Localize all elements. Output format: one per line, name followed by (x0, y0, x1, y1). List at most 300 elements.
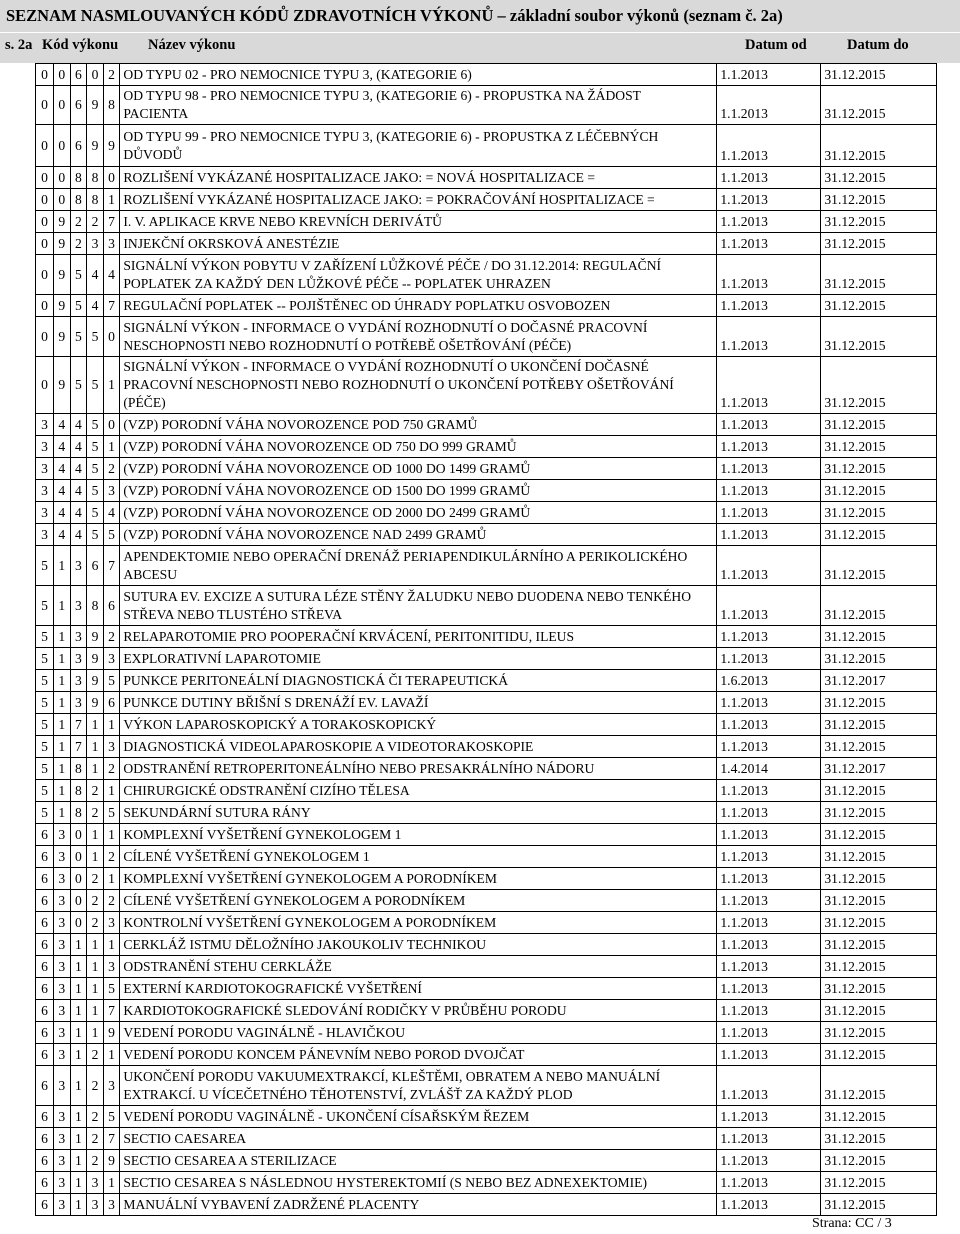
table-row (36, 626, 937, 648)
code-digit-cell: 1 (54, 736, 71, 758)
procedure-name: ODSTRANĚNÍ STEHU CERKLÁŽE (123, 958, 332, 974)
code-digit-cell: 6 (36, 912, 54, 934)
code-digit-cell: 9 (87, 648, 104, 670)
code-digit-cell: 1 (70, 1106, 87, 1128)
code-digit-cell: 1 (70, 1066, 87, 1106)
procedure-name: ROZLIŠENÍ VYKÁZANÉ HOSPITALIZACE JAKO: = POKRAČOVÁNÍ HOSPITALIZACE = (123, 191, 655, 207)
table-row (36, 233, 937, 255)
procedure-name: KOMPLEXNÍ VYŠETŘENÍ GYNEKOLOGEM A PORODNÍKEM (123, 870, 497, 886)
code-digit-cell: 1 (103, 1044, 120, 1066)
code-digit-cell: 0 (36, 125, 54, 167)
code-digit-cell: 3 (36, 502, 54, 524)
code-digit-cell: 0 (54, 125, 71, 167)
procedure-name-cell (120, 780, 717, 802)
code-digit-cell: 3 (54, 1172, 71, 1194)
code-digit-cell: 8 (70, 189, 87, 211)
date-from-cell: 1.1.2013 (717, 295, 821, 317)
column-header-list: s. 2a (5, 37, 33, 53)
table-row (36, 780, 937, 802)
code-digit-cell: 8 (87, 189, 104, 211)
code-digit-cell: 7 (103, 1128, 120, 1150)
procedure-name: MANUÁLNÍ VYBAVENÍ ZADRŽENÉ PLACENTY (123, 1196, 420, 1212)
table-row (36, 125, 937, 167)
date-to-cell: 31.12.2015 (821, 714, 937, 736)
column-header-to: Datum do (847, 37, 909, 53)
procedure-name-cell (120, 692, 717, 714)
code-digit-cell: 1 (103, 189, 120, 211)
code-digit-cell: 7 (70, 714, 87, 736)
procedure-name: RELAPAROTOMIE PRO POOPERAČNÍ KRVÁCENÍ, PERITONITIDU, ILEUS (123, 628, 575, 644)
table-row (36, 714, 937, 736)
procedure-name-cell (120, 436, 717, 458)
code-digit-cell: 9 (103, 1150, 120, 1172)
table-row (36, 524, 937, 546)
date-to-cell: 31.12.2015 (821, 912, 937, 934)
code-digit-cell: 0 (70, 824, 87, 846)
code-digit-cell: 6 (36, 1128, 54, 1150)
date-from-cell: 1.1.2013 (717, 502, 821, 524)
code-digit-cell: 0 (36, 233, 54, 255)
code-digit-cell: 0 (70, 868, 87, 890)
code-digit-cell: 9 (87, 626, 104, 648)
procedure-name: SUTURA EV. EXCIZE A SUTURA LÉZE STĚNY ŽALUDKU NEBO DUODENA NEBO TENKÉHO STŘEVA NEBO TLUSTÉHO STŘEVA (123, 588, 692, 622)
code-digit-cell: 1 (87, 758, 104, 780)
procedure-name-cell (120, 868, 717, 890)
procedure-name-cell (120, 1066, 717, 1106)
code-digit-cell: 1 (103, 714, 120, 736)
date-from-cell: 1.1.2013 (717, 524, 821, 546)
code-digit-cell: 4 (70, 502, 87, 524)
code-digit-cell: 9 (54, 233, 71, 255)
date-to-cell: 31.12.2015 (821, 1022, 937, 1044)
procedure-name: VEDENÍ PORODU VAGINÁLNĚ - UKONČENÍ CÍSAŘSKÝM ŘEZEM (123, 1108, 530, 1124)
code-digit-cell: 5 (87, 524, 104, 546)
table-row (36, 1066, 937, 1106)
code-digit-cell: 0 (36, 189, 54, 211)
column-header-name: Název výkonu (148, 37, 236, 53)
procedure-name: KOMPLEXNÍ VYŠETŘENÍ GYNEKOLOGEM 1 (123, 826, 402, 842)
code-digit-cell: 3 (36, 480, 54, 502)
date-to-cell: 31.12.2015 (821, 1150, 937, 1172)
date-to-cell: 31.12.2015 (821, 480, 937, 502)
procedure-name: VEDENÍ PORODU KONCEM PÁNEVNÍM NEBO POROD DVOJČAT (123, 1046, 525, 1062)
date-from-cell: 1.1.2013 (717, 978, 821, 1000)
code-digit-cell: 9 (54, 295, 71, 317)
code-digit-cell: 3 (87, 1194, 104, 1216)
date-to-cell: 31.12.2015 (821, 189, 937, 211)
code-digit-cell: 3 (36, 458, 54, 480)
code-digit-cell: 3 (103, 233, 120, 255)
date-to-cell: 31.12.2015 (821, 890, 937, 912)
date-to-cell: 31.12.2015 (821, 414, 937, 436)
code-digit-cell: 0 (103, 414, 120, 436)
code-digit-cell: 5 (36, 780, 54, 802)
procedure-name: OD TYPU 98 - PRO NEMOCNICE TYPU 3, (KATEGORIE 6) - PROPUSTKA NA ŽÁDOST PACIENTA (123, 88, 641, 121)
procedure-name-cell (120, 586, 717, 626)
code-digit-cell: 0 (70, 890, 87, 912)
code-digit-cell: 1 (103, 1172, 120, 1194)
code-digit-cell: 9 (87, 86, 104, 125)
table-row (36, 934, 937, 956)
code-digit-cell: 5 (36, 648, 54, 670)
date-to-cell: 31.12.2015 (821, 586, 937, 626)
code-digit-cell: 2 (87, 802, 104, 824)
table-row (36, 1106, 937, 1128)
procedure-name-cell (120, 64, 717, 86)
code-digit-cell: 6 (36, 868, 54, 890)
code-digit-cell: 9 (54, 255, 71, 295)
code-digit-cell: 4 (87, 255, 104, 295)
code-digit-cell: 4 (70, 524, 87, 546)
code-digit-cell: 1 (54, 586, 71, 626)
date-from-cell: 1.1.2013 (717, 480, 821, 502)
code-digit-cell: 5 (87, 436, 104, 458)
code-digit-cell: 1 (70, 1150, 87, 1172)
code-digit-cell: 6 (36, 1150, 54, 1172)
procedure-name-cell (120, 502, 717, 524)
procedure-name-cell (120, 670, 717, 692)
code-digit-cell: 3 (70, 626, 87, 648)
code-digit-cell: 6 (36, 1106, 54, 1128)
date-from-cell: 1.1.2013 (717, 626, 821, 648)
table-row (36, 317, 937, 357)
code-digit-cell: 0 (36, 255, 54, 295)
date-to-cell: 31.12.2015 (821, 255, 937, 295)
code-digit-cell: 4 (103, 255, 120, 295)
code-digit-cell: 5 (36, 670, 54, 692)
page-number: Strana: CC / 3 (812, 1216, 892, 1231)
code-digit-cell: 1 (70, 1000, 87, 1022)
code-digit-cell: 3 (36, 436, 54, 458)
procedure-name: ROZLIŠENÍ VYKÁZANÉ HOSPITALIZACE JAKO: = NOVÁ HOSPITALIZACE = (123, 169, 596, 185)
code-digit-cell: 5 (87, 357, 104, 414)
procedure-name: OD TYPU 99 - PRO NEMOCNICE TYPU 3, (KATEGORIE 6) - PROPUSTKA Z LÉČEBNÝCH DŮVODŮ (123, 128, 659, 162)
date-from-cell: 1.1.2013 (717, 414, 821, 436)
code-digit-cell: 1 (103, 868, 120, 890)
date-to-cell: 31.12.2015 (821, 1000, 937, 1022)
code-digit-cell: 1 (87, 736, 104, 758)
date-from-cell: 1.1.2013 (717, 780, 821, 802)
code-digit-cell: 0 (87, 64, 104, 86)
procedure-name-cell (120, 714, 717, 736)
code-digit-cell: 2 (87, 1044, 104, 1066)
date-from-cell: 1.1.2013 (717, 846, 821, 868)
code-digit-cell: 2 (87, 211, 104, 233)
date-from-cell: 1.1.2013 (717, 890, 821, 912)
date-to-cell: 31.12.2015 (821, 233, 937, 255)
code-digit-cell: 3 (103, 648, 120, 670)
code-digit-cell: 3 (54, 1128, 71, 1150)
code-digit-cell: 0 (54, 86, 71, 125)
date-from-cell: 1.1.2013 (717, 714, 821, 736)
code-digit-cell: 2 (103, 846, 120, 868)
procedure-name: UKONČENÍ PORODU VAKUUMEXTRAKCÍ, KLEŠTĚMI, OBRATEM A NEBO MANUÁLNÍ EXTRAKCÍ. U VÍCEČETNÉHO TĚHOTENSTVÍ, ZVLÁŠŤ ZA KAŽDÝ PLOD (123, 1068, 661, 1102)
code-digit-cell: 3 (54, 1106, 71, 1128)
table-row (36, 86, 937, 125)
procedure-name-cell (120, 211, 717, 233)
table-row (36, 436, 937, 458)
code-digit-cell: 1 (87, 1022, 104, 1044)
code-digit-cell: 7 (103, 1000, 120, 1022)
code-digit-cell: 4 (103, 502, 120, 524)
code-digit-cell: 3 (54, 934, 71, 956)
code-digit-cell: 4 (87, 295, 104, 317)
code-digit-cell: 3 (103, 956, 120, 978)
procedure-name: VEDENÍ PORODU VAGINÁLNĚ - HLAVIČKOU (123, 1024, 406, 1040)
code-digit-cell: 9 (54, 211, 71, 233)
procedure-table (35, 63, 937, 1216)
code-digit-cell: 4 (54, 480, 71, 502)
code-digit-cell: 3 (103, 480, 120, 502)
table-row (36, 956, 937, 978)
date-to-cell: 31.12.2015 (821, 458, 937, 480)
procedure-name-cell (120, 167, 717, 189)
date-from-cell: 1.1.2013 (717, 1106, 821, 1128)
date-from-cell: 1.1.2013 (717, 125, 821, 167)
code-digit-cell: 2 (103, 758, 120, 780)
table-row (36, 868, 937, 890)
code-digit-cell: 3 (54, 1000, 71, 1022)
code-digit-cell: 6 (36, 1022, 54, 1044)
code-digit-cell: 1 (87, 824, 104, 846)
code-digit-cell: 2 (87, 1106, 104, 1128)
procedure-name-cell (120, 125, 717, 167)
code-digit-cell: 6 (36, 956, 54, 978)
procedure-name: KARDIOTOKOGRAFICKÉ SLEDOVÁNÍ RODIČKY V PRŮBĚHU PORODU (123, 1002, 567, 1018)
code-digit-cell: 0 (54, 64, 71, 86)
table-row (36, 670, 937, 692)
date-from-cell: 1.1.2013 (717, 167, 821, 189)
date-to-cell: 31.12.2015 (821, 868, 937, 890)
date-from-cell: 1.1.2013 (717, 1066, 821, 1106)
code-digit-cell: 4 (70, 436, 87, 458)
code-digit-cell: 3 (54, 1044, 71, 1066)
code-digit-cell: 4 (54, 524, 71, 546)
date-from-cell: 1.1.2013 (717, 233, 821, 255)
code-digit-cell: 3 (103, 1194, 120, 1216)
code-digit-cell: 0 (36, 64, 54, 86)
code-digit-cell: 1 (87, 978, 104, 1000)
code-digit-cell: 6 (103, 586, 120, 626)
procedure-name: (VZP) PORODNÍ VÁHA NOVOROZENCE OD 1500 DO 1999 GRAMŮ (123, 482, 531, 498)
date-to-cell: 31.12.2015 (821, 846, 937, 868)
code-digit-cell: 0 (36, 295, 54, 317)
procedure-name: (VZP) PORODNÍ VÁHA NOVOROZENCE OD 2000 DO 2499 GRAMŮ (123, 504, 531, 520)
date-from-cell: 1.1.2013 (717, 546, 821, 586)
code-digit-cell: 5 (70, 255, 87, 295)
procedure-name: SIGNÁLNÍ VÝKON - INFORMACE O VYDÁNÍ ROZHODNUTÍ O UKONČENÍ DOČASNÉ PRACOVNÍ NESCHOPNOSTI NEBO ROZHODNUTÍ O UKONČENÍ POTŘEBY OŠETŘOVÁNÍ (PÉČE) (123, 359, 674, 410)
code-digit-cell: 6 (36, 890, 54, 912)
table-row (36, 1022, 937, 1044)
code-digit-cell: 5 (87, 317, 104, 357)
procedure-name-cell (120, 934, 717, 956)
procedure-name-cell (120, 295, 717, 317)
procedure-name: SECTIO CAESAREA (123, 1130, 247, 1146)
code-digit-cell: 1 (70, 1128, 87, 1150)
date-to-cell: 31.12.2015 (821, 648, 937, 670)
procedure-name: I. V. APLIKACE KRVE NEBO KREVNÍCH DERIVÁTŮ (123, 213, 442, 229)
code-digit-cell: 3 (54, 868, 71, 890)
code-digit-cell: 3 (103, 736, 120, 758)
code-digit-cell: 4 (70, 480, 87, 502)
code-digit-cell: 9 (87, 692, 104, 714)
date-from-cell: 1.1.2013 (717, 458, 821, 480)
code-digit-cell: 3 (54, 978, 71, 1000)
table-row (36, 890, 937, 912)
code-digit-cell: 4 (54, 458, 71, 480)
date-from-cell: 1.1.2013 (717, 1128, 821, 1150)
code-digit-cell: 4 (70, 414, 87, 436)
code-digit-cell: 5 (70, 295, 87, 317)
code-digit-cell: 9 (87, 670, 104, 692)
code-digit-cell: 5 (103, 802, 120, 824)
date-from-cell: 1.1.2013 (717, 1044, 821, 1066)
code-digit-cell: 3 (54, 1022, 71, 1044)
procedure-name: CÍLENÉ VYŠETŘENÍ GYNEKOLOGEM A PORODNÍKEM (123, 892, 466, 908)
code-digit-cell: 8 (70, 780, 87, 802)
date-from-cell: 1.1.2013 (717, 64, 821, 86)
code-digit-cell: 6 (36, 1066, 54, 1106)
procedure-name: DIAGNOSTICKÁ VIDEOLAPAROSKOPIE A VIDEOTORAKOSKOPIE (123, 738, 534, 754)
code-digit-cell: 1 (87, 714, 104, 736)
procedure-name-cell (120, 912, 717, 934)
code-digit-cell: 1 (87, 1000, 104, 1022)
code-digit-cell: 1 (54, 670, 71, 692)
table-row (36, 802, 937, 824)
procedure-table-body (36, 64, 937, 1216)
code-digit-cell: 8 (103, 86, 120, 125)
code-digit-cell: 2 (87, 780, 104, 802)
date-to-cell: 31.12.2015 (821, 934, 937, 956)
procedure-name: INJEKČNÍ OKRSKOVÁ ANESTÉZIE (123, 235, 340, 251)
code-digit-cell: 6 (36, 1000, 54, 1022)
procedure-name-cell (120, 480, 717, 502)
code-digit-cell: 1 (103, 436, 120, 458)
date-to-cell: 31.12.2015 (821, 780, 937, 802)
procedure-name: (VZP) PORODNÍ VÁHA NOVOROZENCE OD 1000 DO 1499 GRAMŮ (123, 460, 531, 476)
procedure-name-cell (120, 956, 717, 978)
date-to-cell: 31.12.2015 (821, 436, 937, 458)
table-row (36, 648, 937, 670)
procedure-name-cell (120, 802, 717, 824)
code-digit-cell: 0 (103, 317, 120, 357)
code-digit-cell: 1 (103, 357, 120, 414)
date-to-cell: 31.12.2015 (821, 86, 937, 125)
code-digit-cell: 0 (36, 317, 54, 357)
code-digit-cell: 3 (36, 524, 54, 546)
code-digit-cell: 3 (103, 1066, 120, 1106)
procedure-name-cell (120, 978, 717, 1000)
code-digit-cell: 6 (36, 846, 54, 868)
table-row (36, 211, 937, 233)
code-digit-cell: 3 (54, 1194, 71, 1216)
code-digit-cell: 1 (70, 934, 87, 956)
procedure-name-cell (120, 317, 717, 357)
column-header-bar (0, 33, 960, 63)
date-from-cell: 1.1.2013 (717, 86, 821, 125)
procedure-name: SEKUNDÁRNÍ SUTURA RÁNY (123, 804, 311, 820)
date-from-cell: 1.1.2013 (717, 1150, 821, 1172)
date-from-cell: 1.1.2013 (717, 211, 821, 233)
code-digit-cell: 3 (54, 890, 71, 912)
procedure-name: (VZP) PORODNÍ VÁHA NOVOROZENCE NAD 2499 GRAMŮ (123, 526, 487, 542)
code-digit-cell: 5 (36, 692, 54, 714)
code-digit-cell: 1 (87, 956, 104, 978)
code-digit-cell: 8 (70, 167, 87, 189)
table-row (36, 846, 937, 868)
code-digit-cell: 0 (36, 211, 54, 233)
date-to-cell: 31.12.2015 (821, 125, 937, 167)
code-digit-cell: 5 (87, 480, 104, 502)
code-digit-cell: 0 (70, 846, 87, 868)
date-to-cell: 31.12.2015 (821, 211, 937, 233)
code-digit-cell: 3 (70, 586, 87, 626)
code-digit-cell: 1 (103, 780, 120, 802)
procedure-name: (VZP) PORODNÍ VÁHA NOVOROZENCE POD 750 GRAMŮ (123, 416, 478, 432)
code-digit-cell: 4 (54, 414, 71, 436)
date-to-cell: 31.12.2015 (821, 978, 937, 1000)
date-to-cell: 31.12.2015 (821, 736, 937, 758)
code-digit-cell: 9 (103, 1022, 120, 1044)
code-digit-cell: 0 (54, 167, 71, 189)
code-digit-cell: 7 (103, 211, 120, 233)
code-digit-cell: 2 (103, 458, 120, 480)
procedure-name-cell (120, 189, 717, 211)
date-from-cell: 1.1.2013 (717, 802, 821, 824)
procedure-name-cell (120, 233, 717, 255)
procedure-name-cell (120, 524, 717, 546)
code-digit-cell: 6 (36, 1044, 54, 1066)
document-title-bar (0, 0, 960, 33)
table-row (36, 1128, 937, 1150)
procedure-name: CERKLÁŽ ISTMU DĚLOŽNÍHO JAKOUKOLIV TECHNIKOU (123, 936, 487, 952)
date-to-cell: 31.12.2015 (821, 524, 937, 546)
code-digit-cell: 3 (54, 912, 71, 934)
code-digit-cell: 2 (87, 868, 104, 890)
code-digit-cell: 6 (87, 546, 104, 586)
code-digit-cell: 6 (36, 1172, 54, 1194)
procedure-name-cell (120, 357, 717, 414)
date-from-cell: 1.1.2013 (717, 436, 821, 458)
code-digit-cell: 0 (103, 167, 120, 189)
date-to-cell: 31.12.2015 (821, 502, 937, 524)
date-from-cell: 1.1.2013 (717, 1000, 821, 1022)
table-row (36, 414, 937, 436)
procedure-name-cell (120, 1022, 717, 1044)
table-row (36, 978, 937, 1000)
code-digit-cell: 1 (54, 648, 71, 670)
code-digit-cell: 2 (103, 890, 120, 912)
code-digit-cell: 2 (103, 626, 120, 648)
code-digit-cell: 3 (70, 546, 87, 586)
code-digit-cell: 6 (70, 86, 87, 125)
table-row (36, 64, 937, 86)
column-header-from: Datum od (745, 37, 807, 53)
date-to-cell: 31.12.2015 (821, 295, 937, 317)
procedure-name-cell (120, 648, 717, 670)
table-row (36, 295, 937, 317)
date-from-cell: 1.1.2013 (717, 1194, 821, 1216)
code-digit-cell: 5 (87, 502, 104, 524)
table-row (36, 1000, 937, 1022)
code-digit-cell: 5 (36, 758, 54, 780)
table-row (36, 824, 937, 846)
procedure-name: SIGNÁLNÍ VÝKON - INFORMACE O VYDÁNÍ ROZHODNUTÍ O DOČASNÉ PRACOVNÍ NESCHOPNOSTI NEBO ROZHODNUTÍ O POTŘEBĚ OŠETŘOVÁNÍ (PÉČE) (123, 319, 648, 353)
date-to-cell: 31.12.2015 (821, 1194, 937, 1216)
code-digit-cell: 2 (87, 912, 104, 934)
code-digit-cell: 7 (70, 736, 87, 758)
date-from-cell: 1.1.2013 (717, 736, 821, 758)
